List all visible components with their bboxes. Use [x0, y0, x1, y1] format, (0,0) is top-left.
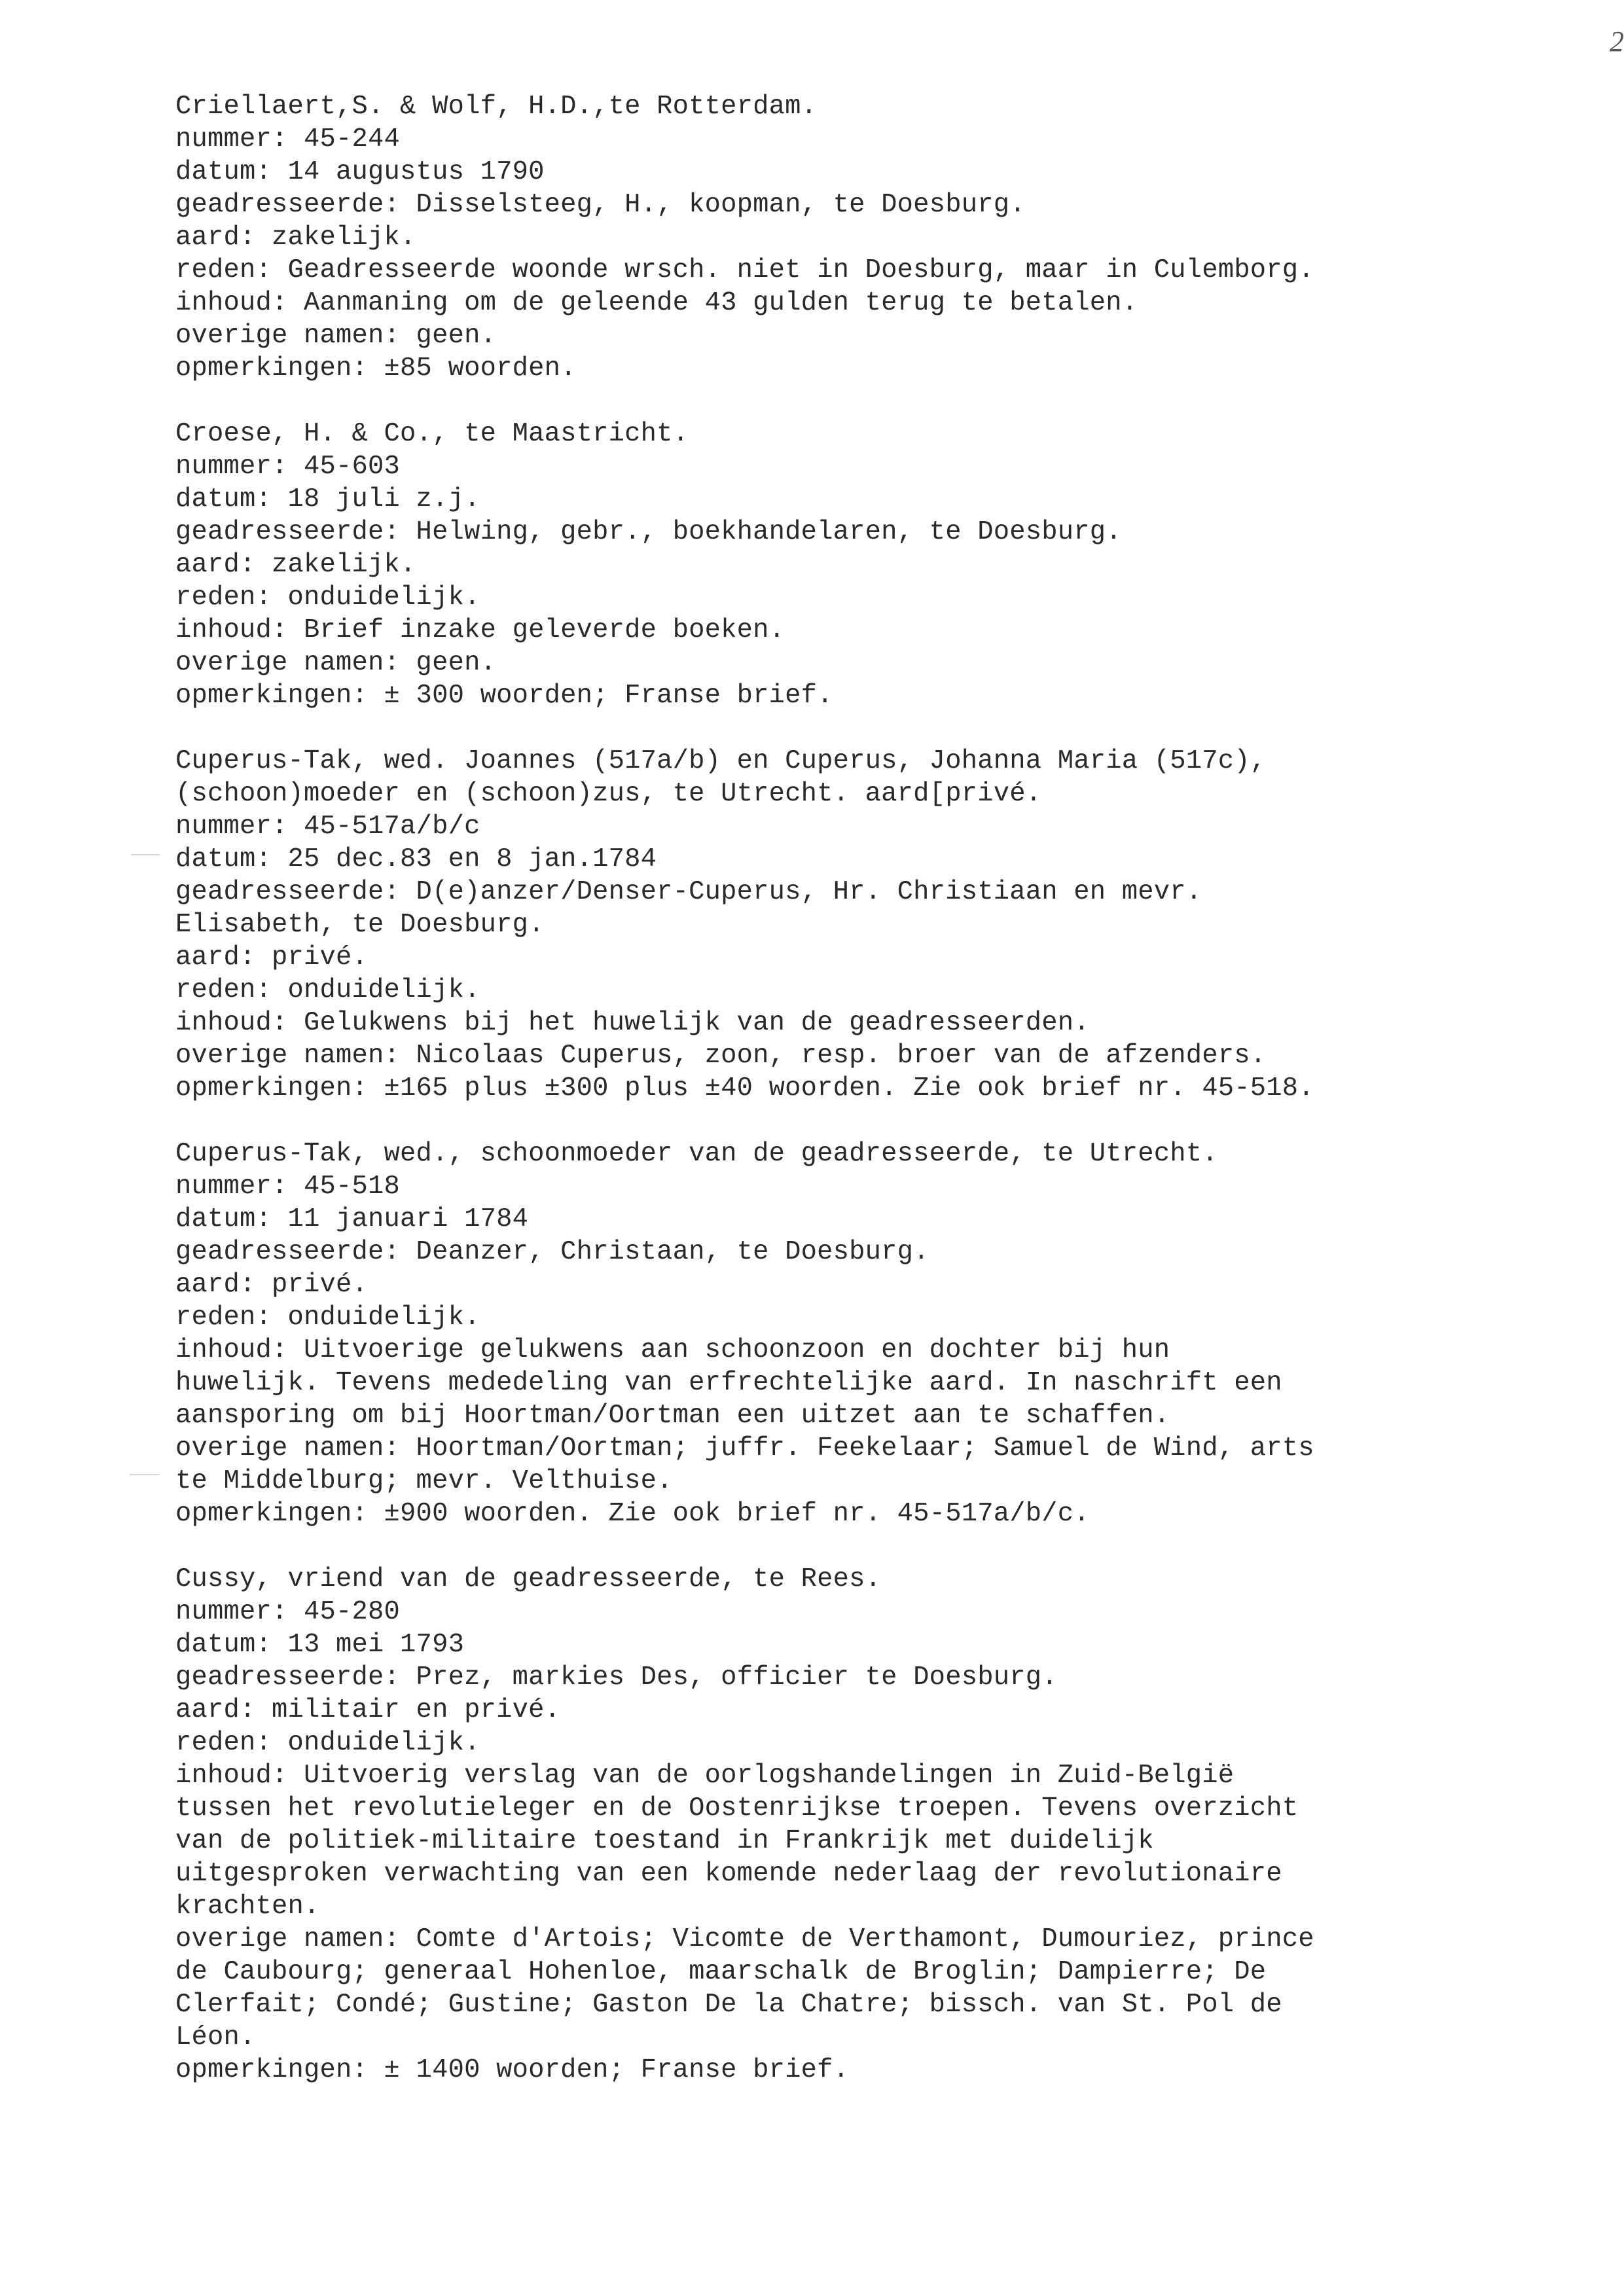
entry-datum: datum: 13 mei 1793 [175, 1630, 465, 1660]
entry-cussy [175, 1563, 1576, 2087]
entry-opmerkingen: opmerkingen: ±85 woorden. [175, 353, 577, 384]
entry-sender-continued: (schoon)moeder en (schoon)zus, te Utrecht. aard[privé. [175, 779, 1042, 809]
letter-register [175, 90, 1576, 2119]
entry-reden: reden: Geadresseerde woonde wrsch. niet in Doesburg, maar in Culemborg. [175, 255, 1314, 285]
entry-inhoud: inhoud: Uitvoerig verslag van de oorlogshandelingen in Zuid-België [175, 1761, 1235, 1791]
entry-criellaert [175, 90, 1576, 385]
entry-overige-namen-continued: Léon. [175, 2022, 256, 2053]
entry-geadresseerde: geadresseerde: D(e)anzer/Denser-Cuperus, Hr. Christiaan en mevr. [175, 877, 1202, 907]
entry-aard: aard: zakelijk. [175, 550, 416, 580]
entry-croese [175, 418, 1576, 712]
entry-geadresseerde: geadresseerde: Disselsteeg, H., koopman, te Doesburg. [175, 190, 1026, 220]
entry-overige-namen-continued: te Middelburg; mevr. Velthuise. [175, 1466, 673, 1496]
entry-inhoud-continued: uitgesproken verwachting van een komende nederlaag der revolutionaire [175, 1859, 1282, 1889]
entry-nummer: nummer: 45-603 [175, 452, 401, 482]
entry-overige-namen: overige namen: Hoortman/Oortman; juffr. Feekelaar; Samuel de Wind, arts [175, 1433, 1314, 1463]
entry-inhoud-continued: tussen het revolutieleger en de Oostenrijkse troepen. Tevens overzicht [175, 1793, 1299, 1823]
entry-inhoud: inhoud: Brief inzake geleverde boeken. [175, 615, 785, 645]
entry-nummer: nummer: 45-280 [175, 1597, 401, 1627]
entry-overige-namen: overige namen: geen. [175, 321, 497, 351]
entry-overige-namen: overige namen: Nicolaas Cuperus, zoon, resp. broer van de afzenders. [175, 1041, 1267, 1071]
entry-geadresseerde: geadresseerde: Prez, markies Des, officier te Doesburg. [175, 1662, 1058, 1693]
entry-reden: reden: onduidelijk. [175, 975, 480, 1005]
entry-aard: aard: privé. [175, 1270, 369, 1300]
entry-aard: aard: zakelijk. [175, 223, 416, 253]
entry-cuperus-tak-517 [175, 745, 1576, 1105]
entry-geadresseerde-continued: Elisabeth, te Doesburg. [175, 910, 545, 940]
entry-nummer: nummer: 45-517a/b/c [175, 812, 480, 842]
entry-geadresseerde: geadresseerde: Helwing, gebr., boekhandelaren, te Doesburg. [175, 517, 1122, 547]
entry-sender: Cuperus-Tak, wed., schoonmoeder van de geadresseerde, te Utrecht. [175, 1139, 1218, 1169]
entry-sender: Cuperus-Tak, wed. Joannes (517a/b) en Cuperus, Johanna Maria (517c), [175, 746, 1267, 776]
entry-sender: Cussy, vriend van de geadresseerde, te Rees. [175, 1564, 882, 1594]
entry-nummer: nummer: 45-518 [175, 1172, 401, 1202]
entry-opmerkingen: opmerkingen: ±900 woorden. Zie ook brief nr. 45-517a/b/c. [175, 1499, 1090, 1529]
entry-datum: datum: 25 dec.83 en 8 jan.1784 [175, 844, 657, 874]
entry-inhoud-continued: huwelijk. Tevens mededeling van erfrechtelijke aard. In naschrift een [175, 1368, 1282, 1398]
entry-nummer: nummer: 45-244 [175, 124, 401, 154]
entry-inhoud: inhoud: Gelukwens bij het huwelijk van de geadresseerden. [175, 1008, 1090, 1038]
entry-inhoud: inhoud: Uitvoerige gelukwens aan schoonzoon en dochter bij hun [175, 1335, 1170, 1365]
entry-geadresseerde: geadresseerde: Deanzer, Christaan, te Doesburg. [175, 1237, 929, 1267]
entry-sender: Criellaert,S. & Wolf, H.D.,te Rotterdam. [175, 92, 818, 122]
entry-opmerkingen: opmerkingen: ± 300 woorden; Franse brief. [175, 681, 833, 711]
entry-reden: reden: onduidelijk. [175, 583, 480, 613]
entry-aard: aard: militair en privé. [175, 1695, 561, 1725]
entry-opmerkingen: opmerkingen: ±165 plus ±300 plus ±40 woorden. Zie ook brief nr. 45-518. [175, 1073, 1314, 1103]
entry-overige-namen-continued: Clerfait; Condé; Gustine; Gaston De la Chatre; bissch. van St. Pol de [175, 1990, 1282, 2020]
entry-reden: reden: onduidelijk. [175, 1728, 480, 1758]
scan-mark [130, 1474, 160, 1475]
scan-mark [131, 854, 160, 855]
entry-datum: datum: 18 juli z.j. [175, 484, 480, 514]
entry-inhoud-continued: van de politiek-militaire toestand in Frankrijk met duidelijk [175, 1826, 1154, 1856]
entry-datum: datum: 14 augustus 1790 [175, 157, 545, 187]
entry-cuperus-tak-518 [175, 1138, 1576, 1530]
entry-aard: aard: privé. [175, 942, 369, 973]
entry-reden: reden: onduidelijk. [175, 1302, 480, 1333]
entry-sender: Croese, H. & Co., te Maastricht. [175, 419, 689, 449]
entry-inhoud-continued: krachten. [175, 1892, 320, 1922]
entry-datum: datum: 11 januari 1784 [175, 1204, 529, 1234]
entry-overige-namen: overige namen: Comte d'Artois; Vicomte de Verthamont, Dumouriez, prince [175, 1924, 1314, 1954]
page-number: 2 [1610, 26, 1624, 58]
entry-overige-namen: overige namen: geen. [175, 648, 497, 678]
entry-overige-namen-continued: de Caubourg; generaal Hohenloe, maarschalk de Broglin; Dampierre; De [175, 1957, 1267, 1987]
entry-inhoud: inhoud: Aanmaning om de geleende 43 gulden terug te betalen. [175, 288, 1138, 318]
entry-opmerkingen: opmerkingen: ± 1400 woorden; Franse brief. [175, 2055, 850, 2085]
entry-inhoud-continued: aansporing om bij Hoortman/Oortman een uitzet aan te schaffen. [175, 1401, 1170, 1431]
